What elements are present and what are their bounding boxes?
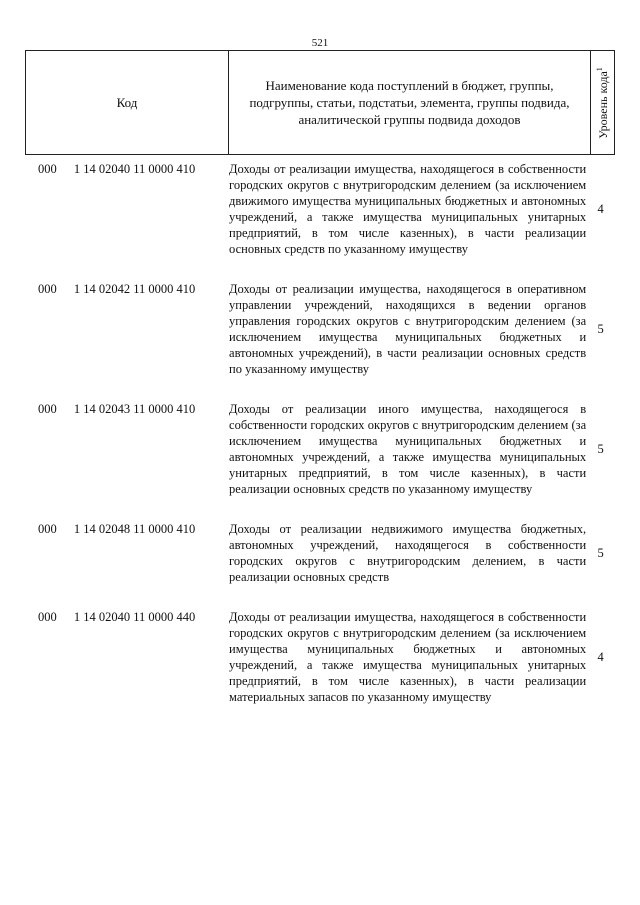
table-body	[25, 161, 615, 729]
header-level-cell	[591, 51, 615, 154]
income-description: Доходы от реализации имущества, находящегося в собственности городских округов с внутригородским делением (за исключением движимого имущества муниципальных бюджетных и автономных учреждений, а также имущества муниципальных унитарных предприятий, в том числе казенных), в части реализации основных средств по указанному имуществу	[229, 162, 587, 256]
table-row	[25, 281, 615, 377]
table-row	[25, 161, 615, 257]
table-row	[25, 521, 615, 585]
income-code: 1 14 02042 11 0000 410	[73, 282, 196, 296]
admin-code: 000	[38, 522, 57, 536]
income-description: Доходы от реализации иного имущества, находящегося в собственности городских округов с внутригородским делением (за исключением имущества муниципальных бюджетных и автономных учреждений, а также имущества муниципальных унитарных предприятий, в том числе казенных), в части реализации основных средств по указанному имуществу	[229, 402, 587, 496]
income-code: 1 14 02040 11 0000 440	[73, 610, 196, 624]
table-row	[25, 609, 615, 705]
income-code: 1 14 02040 11 0000 410	[73, 162, 196, 176]
income-description: Доходы от реализации имущества, находящегося в собственности городских округов с внутригородским делением (за исключением имущества муниципальных бюджетных и автономных учреждений, а также имущества муниципальных унитарных предприятий, в том числе казенных), в части реализации материальных запасов по указанному имуществу	[229, 610, 587, 704]
table-row	[25, 401, 615, 497]
income-code: 1 14 02043 11 0000 410	[73, 402, 196, 416]
header-code-label: Код	[116, 94, 138, 110]
code-level: 5	[597, 441, 604, 456]
code-level: 4	[597, 201, 604, 216]
header-level-text: Уровень кода	[596, 70, 611, 139]
header-name-label: Наименование кода поступлений в бюджет, группы, подгруппы, статьи, подстатьи, элемента, группы подвида, аналитической группы подвида доходов	[249, 78, 570, 127]
page-number: 521	[311, 37, 329, 49]
code-level: 5	[597, 321, 604, 336]
admin-code: 000	[38, 282, 57, 296]
income-description: Доходы от реализации недвижимого имущества бюджетных, автономных учреждений, находящегося в собственности городских округов с внутригородским делением, в части реализации основных средств	[229, 522, 587, 584]
header-level-label	[595, 67, 611, 139]
code-level: 5	[597, 545, 604, 560]
table-header	[25, 50, 615, 155]
admin-code: 000	[38, 610, 57, 624]
code-level: 4	[597, 649, 604, 664]
admin-code: 000	[38, 402, 57, 416]
income-code: 1 14 02048 11 0000 410	[73, 522, 196, 536]
income-description: Доходы от реализации имущества, находящегося в оперативном управлении учреждений, находящихся в ведении органов управления городских округов с внутригородским делением (за исключением имущества муниципальных бюджетных и автономных учреждений), в части реализации основных средств по указанному имуществу	[229, 282, 587, 376]
header-level-footnote: 1	[595, 66, 605, 71]
admin-code: 000	[38, 162, 57, 176]
